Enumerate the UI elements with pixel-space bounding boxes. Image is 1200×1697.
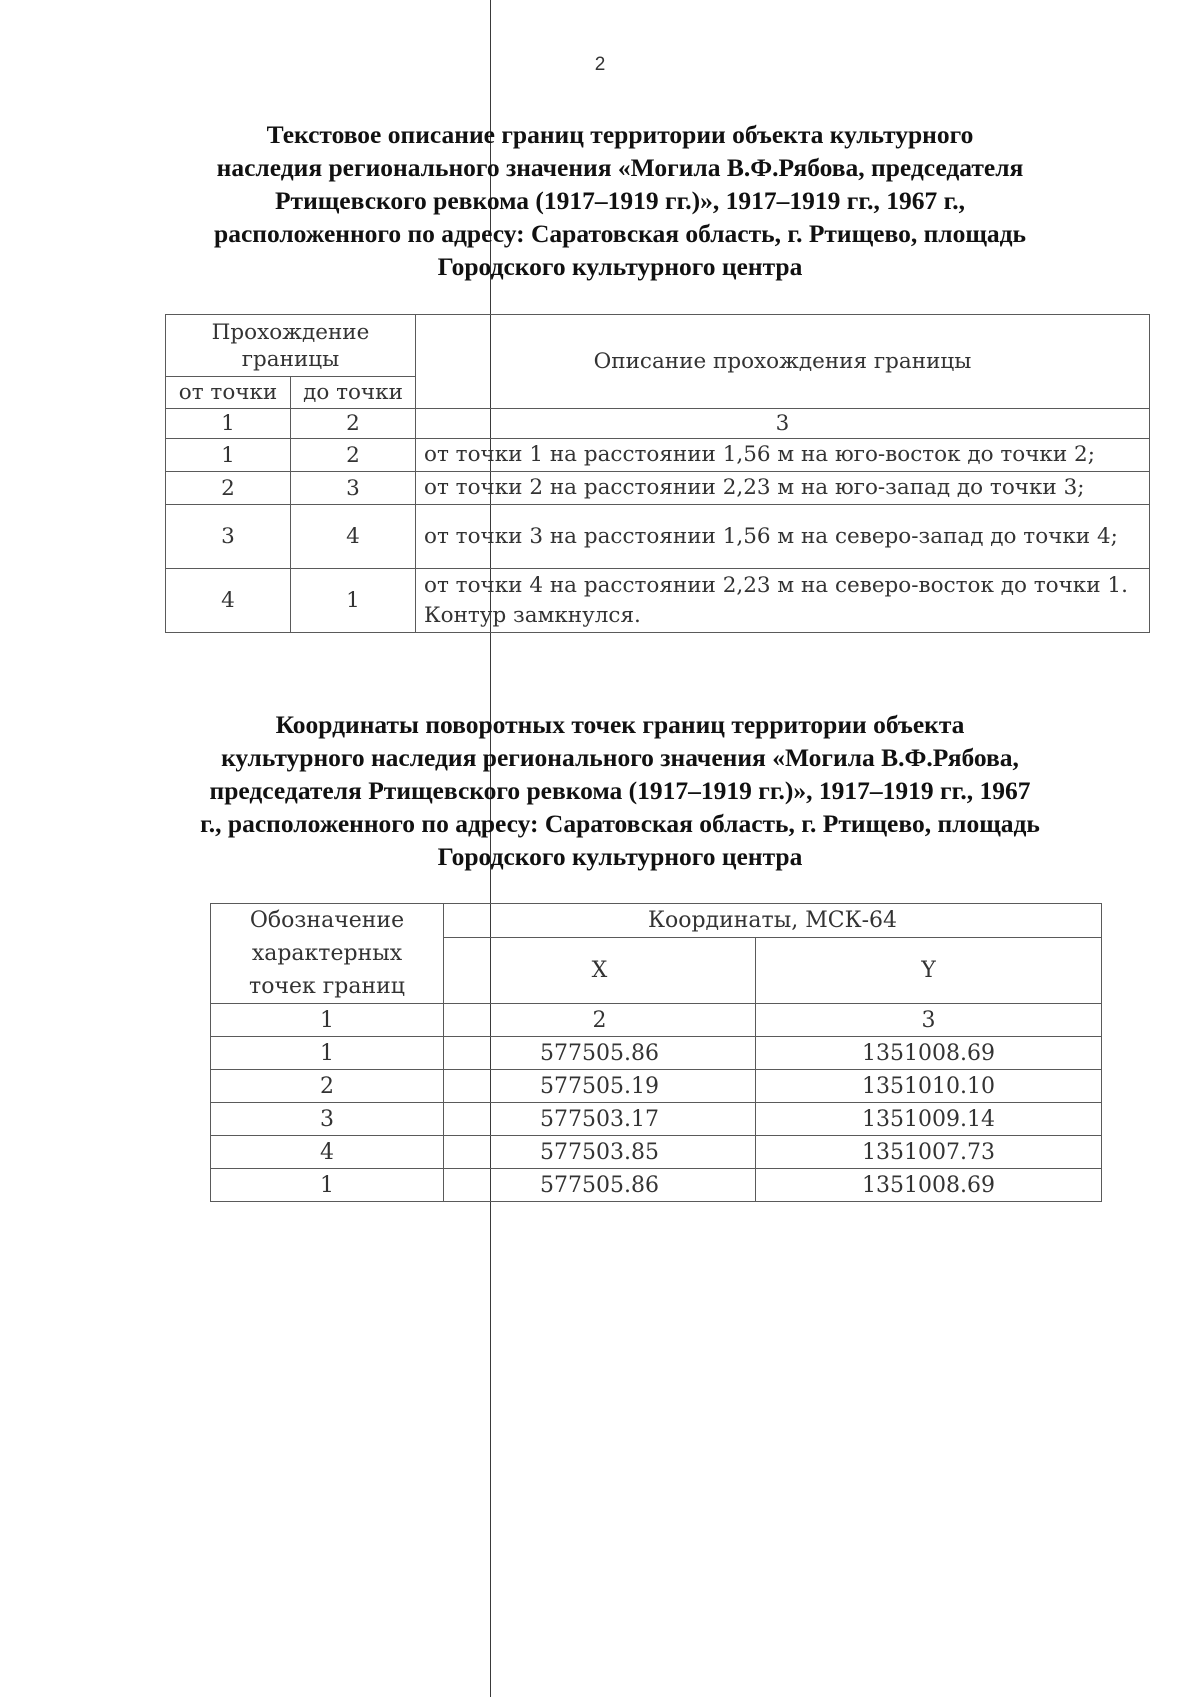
- header-to-point: до точки: [291, 377, 416, 409]
- description-cell: от точки 3 на расстоянии 1,56 м на северо-запад до точки 4;: [416, 505, 1150, 569]
- x-cell: 577505.19: [444, 1070, 756, 1103]
- x-cell: 577503.17: [444, 1103, 756, 1136]
- title-line: Текстовое описание границ территории объекта культурного: [266, 120, 974, 149]
- point-cell: 1: [211, 1169, 444, 1202]
- point-cell: 4: [211, 1136, 444, 1169]
- point-cell: 3: [211, 1103, 444, 1136]
- description-cell: от точки 1 на расстоянии 1,56 м на юго-восток до точки 2;: [416, 439, 1150, 472]
- boundary-description-table: [165, 314, 1150, 633]
- point-cell: 1: [211, 1037, 444, 1070]
- to-cell: 1: [291, 569, 416, 633]
- table-row: [166, 505, 1150, 569]
- header-y: Y: [756, 938, 1102, 1004]
- table-row: [211, 1103, 1102, 1136]
- description-cell: от точки 4 на расстоянии 2,23 м на северо-восток до точки 1. Контур замкнулся.: [416, 569, 1150, 633]
- to-cell: 4: [291, 505, 416, 569]
- title-line: Городского культурного центра: [437, 842, 803, 871]
- table-row: [166, 569, 1150, 633]
- x-cell: 577505.86: [444, 1037, 756, 1070]
- number-row: [211, 1004, 1102, 1037]
- table-row: [211, 1070, 1102, 1103]
- to-cell: 3: [291, 472, 416, 505]
- header-passage: Прохождение границы: [166, 315, 416, 377]
- page-number: 2: [594, 54, 606, 75]
- from-cell: 2: [166, 472, 291, 505]
- title-line: наследия регионального значения «Могила В.Ф.Рябова, председателя: [216, 153, 1024, 182]
- table-cell: 2: [444, 1004, 756, 1037]
- table-row: [211, 1169, 1102, 1202]
- table-row: [211, 1037, 1102, 1070]
- coordinates-table: [210, 903, 1102, 1202]
- title-line: Координаты поворотных точек границ территории объекта: [275, 710, 965, 739]
- section-2-title: [160, 708, 1080, 873]
- y-cell: 1351008.69: [756, 1169, 1102, 1202]
- table-cell: 1: [166, 409, 291, 439]
- header-from-point: от точки: [166, 377, 291, 409]
- x-cell: 577505.86: [444, 1169, 756, 1202]
- table-row: [211, 1136, 1102, 1169]
- table-cell: 3: [416, 409, 1150, 439]
- header-x: X: [444, 938, 756, 1004]
- description-cell: от точки 2 на расстоянии 2,23 м на юго-запад до точки 3;: [416, 472, 1150, 505]
- table-cell: 3: [756, 1004, 1102, 1037]
- y-cell: 1351007.73: [756, 1136, 1102, 1169]
- table-row: [166, 439, 1150, 472]
- y-cell: 1351010.10: [756, 1070, 1102, 1103]
- header-description: Описание прохождения границы: [416, 315, 1150, 409]
- point-cell: 2: [211, 1070, 444, 1103]
- from-cell: 3: [166, 505, 291, 569]
- title-line: Городского культурного центра: [437, 252, 803, 281]
- to-cell: 2: [291, 439, 416, 472]
- title-line: г., расположенного по адресу: Саратовская область, г. Ртищево, площадь: [200, 809, 1040, 838]
- title-line: Ртищевского ревкома (1917–1919 гг.)», 1917–1919 гг., 1967 г.,: [274, 186, 966, 215]
- table-cell: 2: [291, 409, 416, 439]
- x-cell: 577503.85: [444, 1136, 756, 1169]
- from-cell: 4: [166, 569, 291, 633]
- y-cell: 1351009.14: [756, 1103, 1102, 1136]
- table-row: [166, 472, 1150, 505]
- header-designation: Обозначение характерных точек границ: [211, 904, 444, 1004]
- header-coordinates: Координаты, МСК-64: [444, 904, 1102, 938]
- title-line: культурного наследия регионального значения «Могила В.Ф.Рябова,: [221, 743, 1019, 772]
- from-cell: 1: [166, 439, 291, 472]
- section-1-title: [160, 118, 1080, 283]
- y-cell: 1351008.69: [756, 1037, 1102, 1070]
- title-line: председателя Ртищевского ревкома (1917–1919 гг.)», 1917–1919 гг., 1967: [209, 776, 1031, 805]
- title-line: расположенного по адресу: Саратовская область, г. Ртищево, площадь: [214, 219, 1026, 248]
- number-row: [166, 409, 1150, 439]
- table-cell: 1: [211, 1004, 444, 1037]
